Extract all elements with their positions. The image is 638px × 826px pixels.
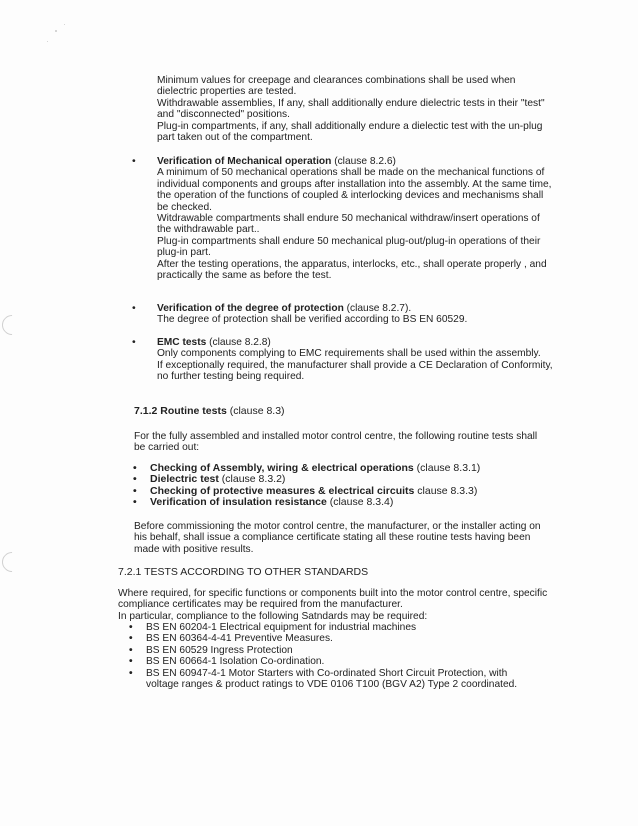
item-text: BS EN 60947-4-1 Motor Starters with Co-ordinated Short Circuit Protection, with xyxy=(146,667,508,679)
text-line: part taken out of the compartment. xyxy=(157,132,313,144)
text-line: made with positive results. xyxy=(134,543,254,555)
item-title: Verification of insulation resistance xyxy=(150,496,327,509)
item-title: Checking of Assembly, wiring & electrical operations xyxy=(150,462,414,474)
item-title: Dielectric test xyxy=(150,473,219,486)
text-line: no further testing being required. xyxy=(157,371,305,383)
punch-hole-mark xyxy=(0,548,26,576)
text-line: dielectric properties are tested. xyxy=(157,86,297,98)
list-item xyxy=(130,497,580,508)
text-line: Plug-in compartments, if any, shall additionally endure a dielectic test with the un-plug xyxy=(157,120,543,132)
heading-title: 7.1.2 Routine tests xyxy=(134,405,227,417)
section-title: Verification of the degree of protection xyxy=(157,303,344,314)
protection-section xyxy=(157,303,577,326)
text-line: Withdrawable assemblies, If any, shall additionally endure dielectric tests in their "test" xyxy=(157,97,545,109)
text-line: be carried out: xyxy=(134,442,200,454)
text-line: After the testing operations, the apparatus, interlocks, etc., shall operate properly , and xyxy=(157,258,547,270)
section-heading xyxy=(157,337,587,348)
text-line: his behalf, shall issue a compliance certificate stating all these routine tests having been xyxy=(134,532,531,544)
emc-section xyxy=(157,337,587,383)
section-title: EMC tests xyxy=(157,337,207,348)
text-line: If exceptionally required, the manufacturer shall provide a CE Declaration of Conformity, xyxy=(157,359,553,371)
punch-hole-mark xyxy=(0,311,26,339)
item-clause: (clause 8.3.2) xyxy=(218,473,286,486)
text-line: practically the same as before the test. xyxy=(157,270,332,282)
routine-heading xyxy=(134,405,285,417)
text-line: A minimum of 50 mechanical operations shall be made on the mechanical functions of xyxy=(157,167,545,179)
section-clause: (clause 8.2.6) xyxy=(331,156,396,167)
scan-speck xyxy=(55,30,57,32)
text-line: compliance certificates may be required from the manufacturer. xyxy=(118,599,403,611)
other-standards-paragraph xyxy=(118,588,588,622)
compliance-paragraph xyxy=(134,521,574,555)
section-clause: (clause 8.2.8) xyxy=(206,337,271,348)
heading-clause: (clause 8.3) xyxy=(226,405,285,417)
text-line: Before commissioning the motor control centre, the manufacturer, or the installer acting on xyxy=(134,521,541,532)
mechanical-section xyxy=(157,156,587,281)
text-line: Minimum values for creepage and clearances combinations shall be used when xyxy=(157,75,516,86)
text-line: Plug-in compartments shall endure 50 mechanical plug-out/plug-in operations of their xyxy=(157,235,541,247)
item-clause: (clause 8.3.1) xyxy=(413,462,481,474)
list-item: • BS EN 60364-4-41 Preventive Measures. xyxy=(126,633,576,644)
text-line: Witdrawable compartments shall endure 50 mechanical withdraw/insert operations of xyxy=(157,213,540,225)
list-item: • BS EN 60204-1 Electrical equipment for industrial machines xyxy=(126,622,576,633)
other-standards-heading: 7.2.1 TESTS ACCORDING TO OTHER STANDARDS xyxy=(118,566,369,578)
section-heading xyxy=(157,156,587,167)
section-heading xyxy=(157,303,577,314)
section-clause: (clause 8.2.7). xyxy=(343,303,412,314)
text-line: In particular, compliance to the following Satndards may be required: xyxy=(118,610,428,622)
scan-speck xyxy=(47,41,48,42)
routine-test-list xyxy=(130,463,580,509)
scan-speck xyxy=(64,24,65,25)
bullet-icon: • xyxy=(132,155,136,167)
standards-list xyxy=(126,622,576,690)
bullet-icon: • xyxy=(132,302,136,314)
text-line: plug-in part. xyxy=(157,247,211,259)
item-text-continued: voltage ranges & product ratings to VDE 0106 T100 (BGV A2) Type 2 coordinated. xyxy=(146,679,518,691)
routine-intro xyxy=(134,431,574,454)
section-title: Verification of Mechanical operation xyxy=(157,156,332,167)
text-line: The degree of protection shall be verified according to BS EN 60529. xyxy=(157,314,468,326)
text-line: For the fully assembled and installed motor control centre, the following routine tests shall xyxy=(134,431,538,442)
item-title: Checking of protective measures & electrical circuits xyxy=(150,484,415,497)
list-item: • BS EN 60529 Ingress Protection xyxy=(126,645,576,656)
text-line: be checked. xyxy=(157,201,212,213)
list-item: • BS EN 60664-1 Isolation Co-ordination. xyxy=(126,656,576,667)
text-line: Only components complying to EMC requirements shall be used within the assembly. xyxy=(157,348,541,360)
text-line: and "disconnected" positions. xyxy=(157,109,290,121)
text-line: the withdrawable part.. xyxy=(157,224,260,236)
item-clause: (clause 8.3.4) xyxy=(326,496,394,509)
list-item xyxy=(126,668,576,691)
text-line: the operation of the functions of coupled & interlocking devices and mechanisms shall xyxy=(157,190,544,202)
text-line: individual components and groups after installation into the assembly. At the same time, xyxy=(157,178,552,190)
text-line: Where required, for specific functions or components built into the motor control centre, specific xyxy=(118,588,548,599)
item-clause: clause 8.3.3) xyxy=(414,484,478,497)
bullet-icon: • xyxy=(132,336,136,348)
intro-paragraph xyxy=(157,75,577,143)
